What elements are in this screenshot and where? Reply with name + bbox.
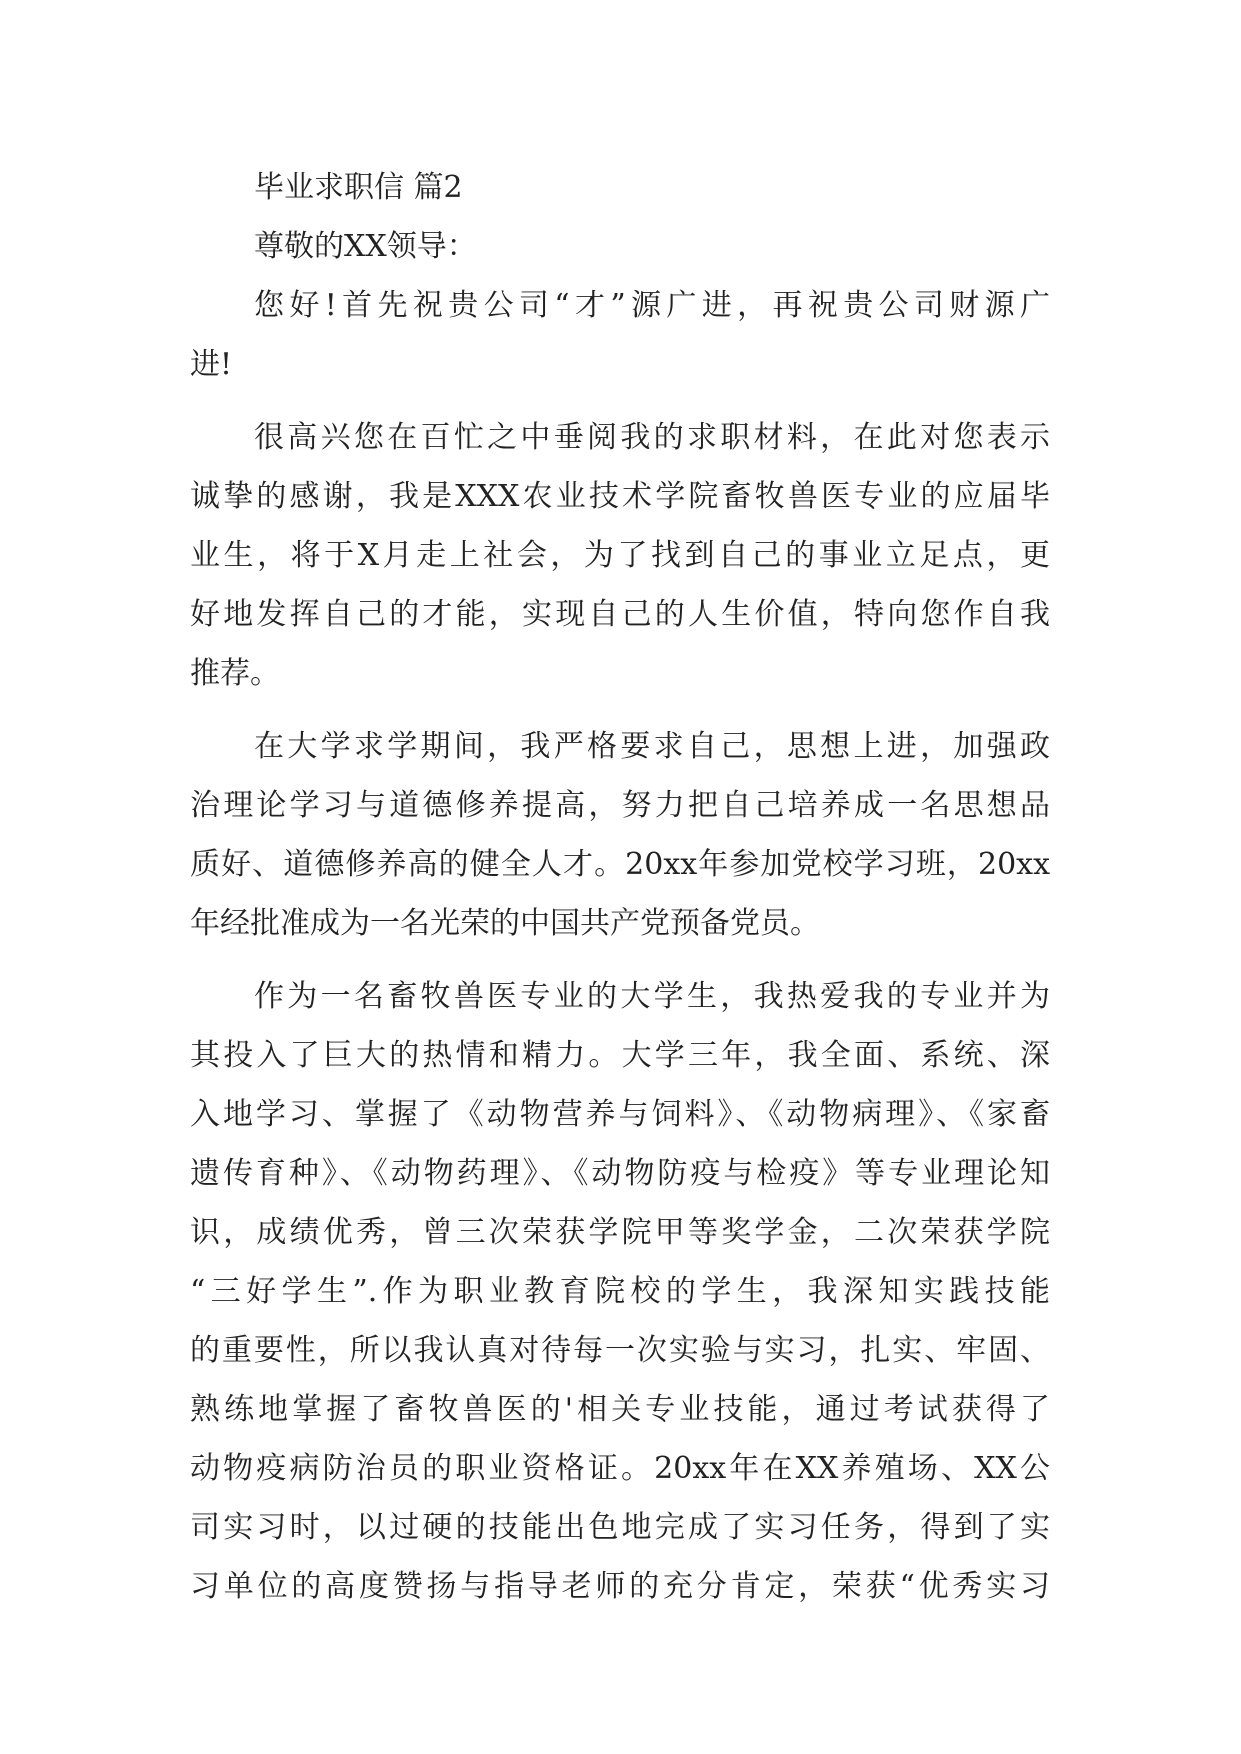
paragraph-line: 熟练地掌握了畜牧兽医的'相关专业技能，通过考试获得了 xyxy=(190,1392,1050,1427)
paragraph-gap xyxy=(190,703,1050,717)
paragraph-line: 推荐。 xyxy=(190,656,280,691)
paragraph-line: 年经批准成为一名光荣的中国共产党预备党员。 xyxy=(190,906,820,941)
letter-heading: 毕业求职信 篇2 xyxy=(254,170,463,205)
paragraph-gap xyxy=(190,953,1050,967)
paragraph-gap xyxy=(190,394,1050,408)
paragraph-line: 进! xyxy=(190,347,233,382)
paragraph-line: 诚挚的感谢，我是XXX农业技术学院畜牧兽医专业的应届毕 xyxy=(190,479,1050,514)
paragraph-line: 习单位的高度赞扬与指导老师的充分肯定，荣获“优秀实习 xyxy=(190,1569,1050,1604)
paragraph-line: “三好学生”.作为职业教育院校的学生，我深知实践技能 xyxy=(190,1274,1050,1309)
paragraph-line: 在大学求学期间，我严格要求自己，思想上进，加强政 xyxy=(254,729,1050,764)
paragraph-line: 识，成绩优秀，曾三次荣获学院甲等奖学金，二次荣获学院 xyxy=(190,1215,1050,1250)
paragraph-line: 的重要性，所以我认真对待每一次实验与实习，扎实、牢固、 xyxy=(190,1333,1050,1368)
paragraph-line: 动物疫病防治员的职业资格证。20xx年在XX养殖场、XX公 xyxy=(190,1451,1050,1486)
paragraph-line: 很高兴您在百忙之中垂阅我的求职材料，在此对您表示 xyxy=(254,420,1050,455)
paragraph-line: 业生，将于X月走上社会，为了找到自己的事业立足点，更 xyxy=(190,538,1050,573)
paragraph-line: 质好、道德修养高的健全人才。20xx年参加党校学习班，20xx xyxy=(190,847,1050,882)
paragraph-line: 其投入了巨大的热情和精力。大学三年，我全面、系统、深 xyxy=(190,1038,1050,1073)
paragraph-line: 遗传育种》、《动物药理》、《动物防疫与检疫》等专业理论知 xyxy=(190,1156,1050,1191)
letter-body xyxy=(190,158,1050,1616)
paragraph-line: 好地发挥自己的才能，实现自己的人生价值，特向您作自我 xyxy=(190,597,1050,632)
paragraph-line: 司实习时，以过硬的技能出色地完成了实习任务，得到了实 xyxy=(190,1510,1050,1545)
paragraph-line: 作为一名畜牧兽医专业的大学生，我热爱我的专业并为 xyxy=(254,979,1050,1014)
paragraph-line: 治理论学习与道德修养提高，努力把自己培养成一名思想品 xyxy=(190,788,1050,823)
paragraph-line: 您好!首先祝贵公司“才”源广进，再祝贵公司财源广 xyxy=(254,288,1050,323)
paragraph-line: 入地学习、掌握了《动物营养与饲料》、《动物病理》、《家畜 xyxy=(190,1097,1050,1132)
salutation: 尊敬的XX领导： xyxy=(254,229,477,264)
